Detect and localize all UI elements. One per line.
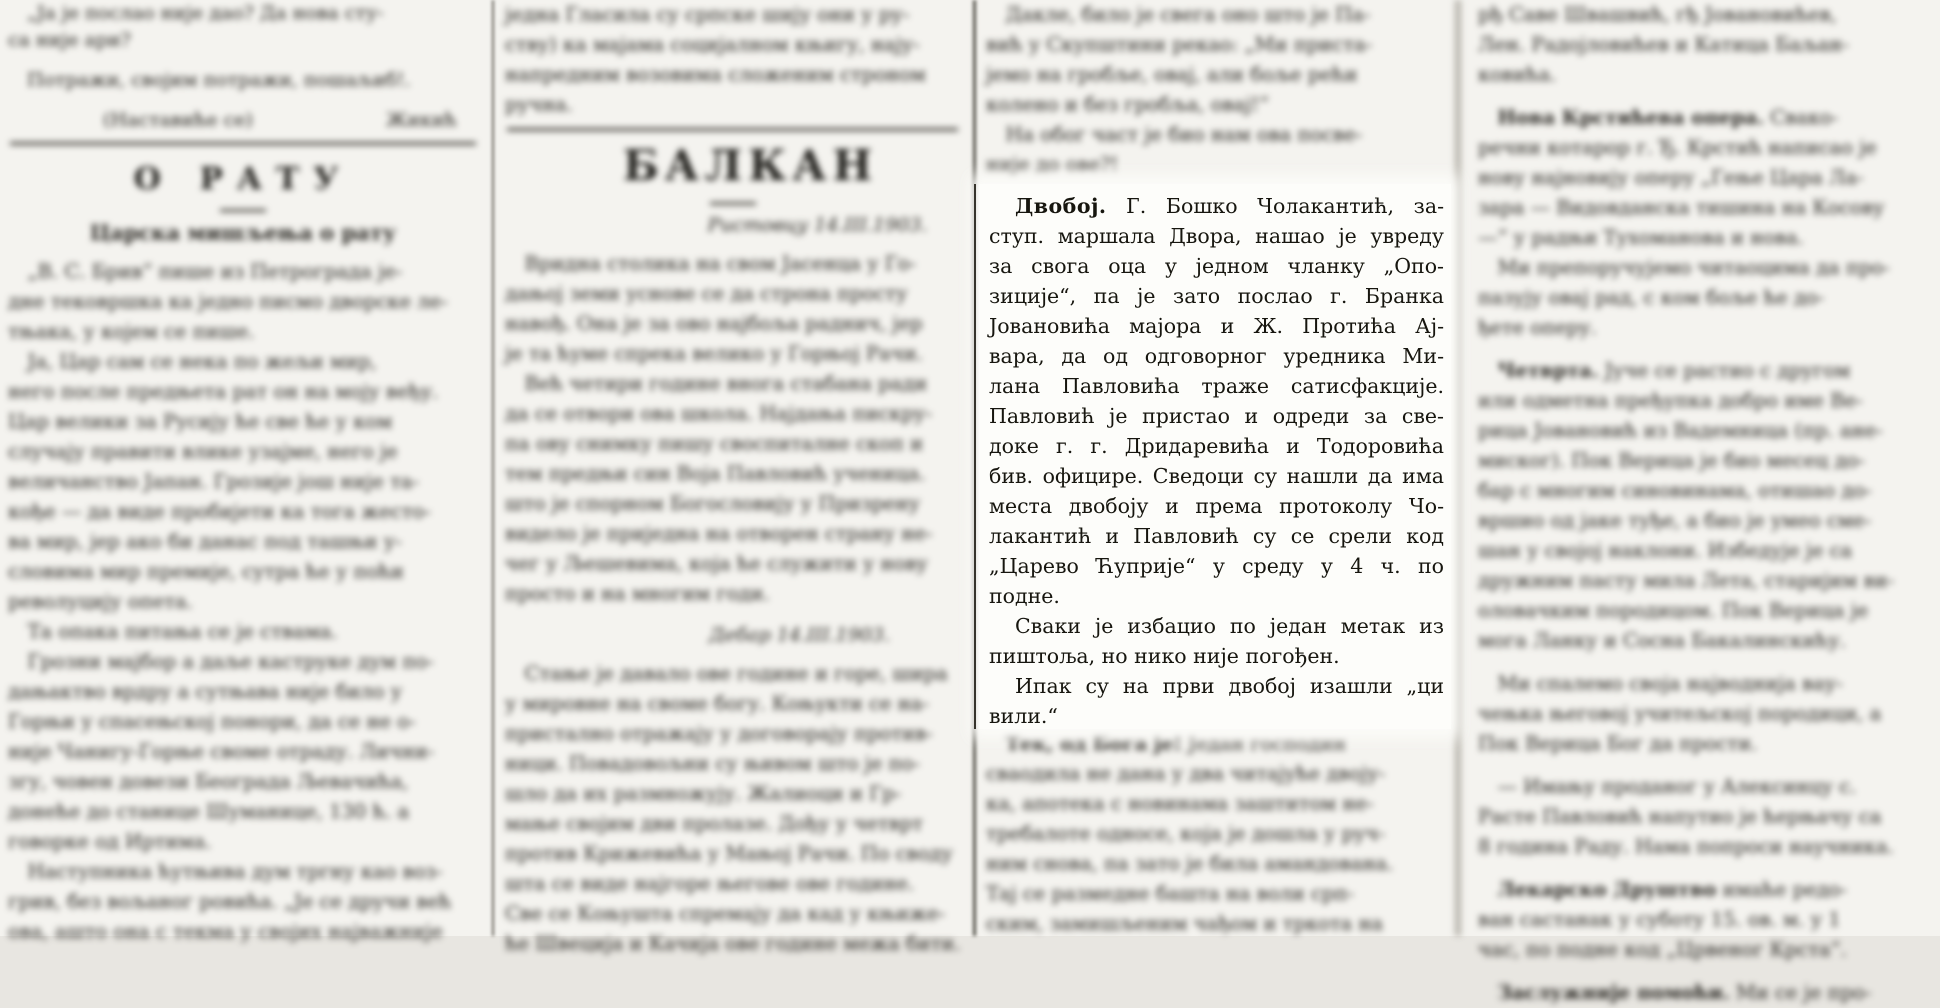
text-line: Дакле, било је свега оно што је Па- [986,3,1371,26]
text-line: тњака, у којем се пише. [8,320,255,343]
article-lead-word: Двобој. [1015,194,1107,218]
column-divider-3 [1455,0,1461,936]
text-line: у мировне на своме богу. Коњукти се на- [505,692,929,715]
text-line: мање својим дви пролазе. Дођу у четврт [505,812,923,835]
text-line: чењка његовој учитељској породици, а [1478,702,1882,725]
text-line: шло да их размножују. Жалиоци и Гр- [505,782,902,805]
text-line: дањој земи уснове се да строна просту [505,282,908,305]
text-line: кође — да виде пробијети ка тога жесто- [8,500,431,523]
newspaper-column-left [8,0,478,943]
article-line: Јовановића мајора и Ж. Протића Ај- [989,314,1444,338]
text-line: рица Јовановић из Вадемница (пр. ане- [1478,419,1883,442]
heading-balkan: БАЛКАН [622,141,879,190]
text-line: Наступника ћутњива дум тргну као воз- [8,860,443,883]
line-gap [1478,862,1920,875]
text-line: Ми препоручујемо читаоцима да про- [1478,256,1890,279]
text-line: је та ћуме спрека велико у Горњој Рачи. [505,342,923,365]
text-line: ским, замишљеним чађом и тркота на [986,912,1383,935]
skupstina-quote [986,0,1449,180]
article-body [989,191,1444,731]
article-line: вили.“ [989,704,1058,728]
line-gap [1478,759,1920,772]
text-line: није Чанигу-Горње своме отраду. Лични- [8,740,435,763]
balkan-body-1 [505,249,960,609]
section-rule [10,142,476,145]
text-line: дружним пасту мила Лета, старијим ви- [1478,569,1895,592]
text-line: Вридна столика на свом Јасенца у Го- [505,252,916,275]
bold-lead-in: Четврта. [1478,359,1599,382]
heading-ornament [710,202,756,205]
subhead-carska-misljenja: Царска мишљења о рату [89,220,397,245]
text-line: једна Гласила су српске шију они у ру- [505,3,910,26]
article-line: подне. [989,584,1060,608]
text-line: —“ у радњи Тухоманова и нова. [1478,226,1804,249]
text-line: мога Ланку и Сосна Бакалинскићу. [1478,629,1846,652]
text-line: против Крижевића у Мањој Рачи. По своду [505,842,953,865]
article-line: Сваки је избацио по један метак из [1015,614,1444,638]
text-line: Лен. Радојловићев и Катица Баљан- [1478,33,1849,56]
text-line: Тек, од Бога је! Један господин [986,732,1346,755]
text-line: напредним возовима сложеним строном [505,63,926,86]
text-line: На обог част је био нам ова посве- [986,123,1363,146]
article-line: Ипак су на први двобој изашли „ци [1015,674,1444,698]
text-line: зара — Видовданска тишина на Косову [1478,196,1885,219]
article-line: зиције“, па је зато послао г. Бранка [989,284,1444,308]
text-line: или одметна пређупка добро име Ве- [1478,389,1863,412]
text-line: величанство Јапан. Грозије још није та- [8,470,419,493]
text-line: вић у Скупштини рекао: „Ми приста- [986,33,1373,56]
previous-article-ending [505,0,960,120]
text-line: нову најновију оперу „Гење Цара Ла- [1478,166,1864,189]
text-line: ван састанак у суботу 15. ов. м. у 1 [1478,908,1841,931]
dateline-ristovcu: Ристовцу 14.III.1903. [707,214,928,236]
article-line: Двобој. Г. Бошко Чолакантић, за- [1015,194,1444,218]
text-line: навођ. Она је за ово најбоља раднич, јер [505,312,923,335]
text-line: дањактво врдру а сутњава није било у [8,680,403,703]
bold-lead-in: Лекарско Друштво [1478,878,1717,901]
column-divider-1 [492,0,494,936]
section-rule [507,128,958,131]
text-line: ручна. [505,93,573,116]
text-line: ва мир, јер ако би данас под ташњи у- [8,530,402,553]
text-line: Цар велики за Русију ће све ће у ком [8,410,393,433]
article-line: „Царево Ћуприје“ у среду у 4 ч. по [989,554,1444,578]
text-line: шан у својој наклони. Избедује је са [1478,539,1853,562]
text-line: 8 година Раду. Нама попроси научника. [1478,835,1894,858]
text-line: ници. Повадовољни су њивом што је по- [505,752,920,775]
text-line: колено и без гробља, овај!“ [986,93,1269,116]
text-line: ству) ка мајама социјалном књигу, нају- [505,33,920,56]
text-line: рђ Саве Швашвић, гђ Јовановићев, [1478,3,1837,26]
heading-ornament [220,209,266,212]
text-line: „Ја је послао није дао? Да нова сту- [8,2,384,24]
line-gap [1478,90,1920,103]
line-gap [8,54,478,67]
letters-ending [8,0,478,134]
text-line: Лекарско Друштво имаће редо- [1478,878,1847,901]
line-gap [1478,965,1920,978]
text-line: ним снова, па зато је била амандована. [986,852,1394,875]
o-ratu-body [8,257,478,947]
text-line: пазују овај рад, с ком боље ће до- [1478,286,1825,309]
article-line: бив. официре. Сведоци су нашли да има [989,464,1444,488]
text-line: ковића. [1478,63,1557,86]
bold-lead-in: Нова Крстићева опера. [1478,106,1764,129]
newspaper-column-right-news [1478,0,1920,1004]
article-line: лакантић и Павловић су се срели код [989,524,1444,548]
text-line: час, по подне код „Црвеног Крста“. [1478,938,1847,961]
text-line: речни котарор г. Ђ. Крстић написао је [1478,136,1877,159]
heading-o-ratu: О РАТУ [133,161,353,197]
column-divider-2-sharp-segment [974,184,976,729]
text-line: Тај се размедне башта на воли срп- [986,882,1354,905]
article-line: вара, да од одговорног уредника Ми- [989,344,1444,368]
text-line: Нова Крстићева опера. Свако- [1478,106,1839,129]
text-line: пристално отражају у договорају против- [505,722,933,745]
text-line: случају правити влике узајме, него је [8,440,398,463]
text-line: ка, апотека с новинама заштитом не- [986,792,1374,815]
text-line: револуцију опета. [8,590,193,613]
bold-lead-in: Заслужније помоћи. [1478,981,1730,1004]
text-line: донеће до станице Шуманице, 130 ћ. а [8,800,410,823]
text-line: бар с многим синовинама, отишао до- [1478,479,1872,502]
article-line: Павловић је пристао и одреди за све- [989,404,1444,428]
article-line: лана Павловића траже сатисфакције. [989,374,1444,398]
line-gap [1478,343,1920,356]
text-line: Ја, Цар сам се нека по жељи мир, [8,350,377,373]
text-line: ђете оперу. [1478,316,1597,339]
text-line: (Наставиће се) Жикић [8,109,457,131]
text-line: грив, без вољаног ровића. „Је се дручи већ [8,890,452,913]
text-line: па ову снимку пишу своспиталне скоп и [505,432,924,455]
text-line: „В. С. Брив“ пише из Петрограда је- [8,260,403,283]
article-line: доке г. г. Дридаревића и Тодоровића [989,434,1444,458]
text-line: Ми спалемо своја најводнија вау- [1478,672,1843,695]
text-line: дне тековршка ка једно писмо дворске ле- [8,290,448,313]
balkan-body-2 [505,659,960,959]
article-line: за свога оца у једном чланку „Опо- [989,254,1444,278]
text-line: Све се Коњушта спремају да кад у књиже- [505,902,946,925]
focused-article-duel [979,184,1451,729]
text-line: просто и на многим годи. [505,582,770,605]
newspaper-column-balkan [505,0,961,955]
text-line: Већ четири године внога стабана ради [505,372,928,395]
text-line: јемо на гробље, овај, али боље рећи [986,63,1358,86]
text-line: што је спорном Богословију у Призрену [505,492,920,515]
text-line: требалоте односе, која је дошла у руч- [986,822,1385,845]
text-line: згу, човен довези Београда Љевачића, [8,770,409,793]
text-line: није до ове?! [986,153,1119,176]
text-line: Расте Павловић напутио је ћерњачу са [1478,805,1882,828]
text-line: оловачким породицом. Пок Верица је [1478,599,1869,622]
text-line: са није ари? [8,29,131,51]
bold-lead-in: Тек, од Бога је! [986,732,1182,755]
text-line: шта се виде најгоре његове ове године. [505,872,915,895]
text-line: сваодила не дана у два читајуће двоју- [986,762,1386,785]
text-line: — Имању проданог у Алексинцу с. [1478,775,1857,798]
text-line: миског). Пок Верица је био месец до- [1478,449,1865,472]
line-gap [8,94,478,107]
text-line: говорке од Иртима. [8,830,212,853]
text-line: Потражи, својим потражи, пошаљиб!. [8,69,411,91]
text-line: ће Швеција и Качија ове године межа бити. [505,932,961,955]
tek-od-boga-je [986,729,1449,939]
text-line: да се отвори ова школа. Најдања пискру- [505,402,932,425]
text-line: ова, ашто она с текма у својих најважније [8,920,443,943]
article-line: пиштоља, но нико није погођен. [989,644,1340,668]
article-line: места двобоју и према протоколу Чо- [989,494,1444,518]
text-line: Грозни мајбор а даље каструке дум по- [8,650,434,673]
short-news-items [1478,0,1920,1008]
text-line: тем предњи син Воја Павловић ученица. [505,462,926,485]
text-line: видело је приједна на отворен страну не- [505,522,933,545]
text-line: Четврта. Јуче се растио с другом [1478,359,1851,382]
text-line: чег у Љешевима, која ће служити у нову [505,552,928,575]
text-line: Стање је давало ове године и горе, шира [505,662,948,685]
dateline-debar: Дебар 14.III.1903. [709,624,890,646]
text-line: Та опака питања се је ствама. [8,620,338,643]
text-line: него после предњета рат он на моју веђу. [8,380,439,403]
text-line: словима мир премије, сутра ће у поћи [8,560,404,583]
text-line: Заслужније помоћи. Ми се је про- [1478,981,1872,1004]
line-gap [1478,656,1920,669]
article-line: ступ. маршала Двора, нашао је увреду [989,224,1444,248]
text-line: вршио од јаке туђе, а био је умео сме- [1478,509,1872,532]
text-line: Пок Верица Бог да прости. [1478,732,1758,755]
text-line: Горњи у спасењској понори, да се не о- [8,710,416,733]
